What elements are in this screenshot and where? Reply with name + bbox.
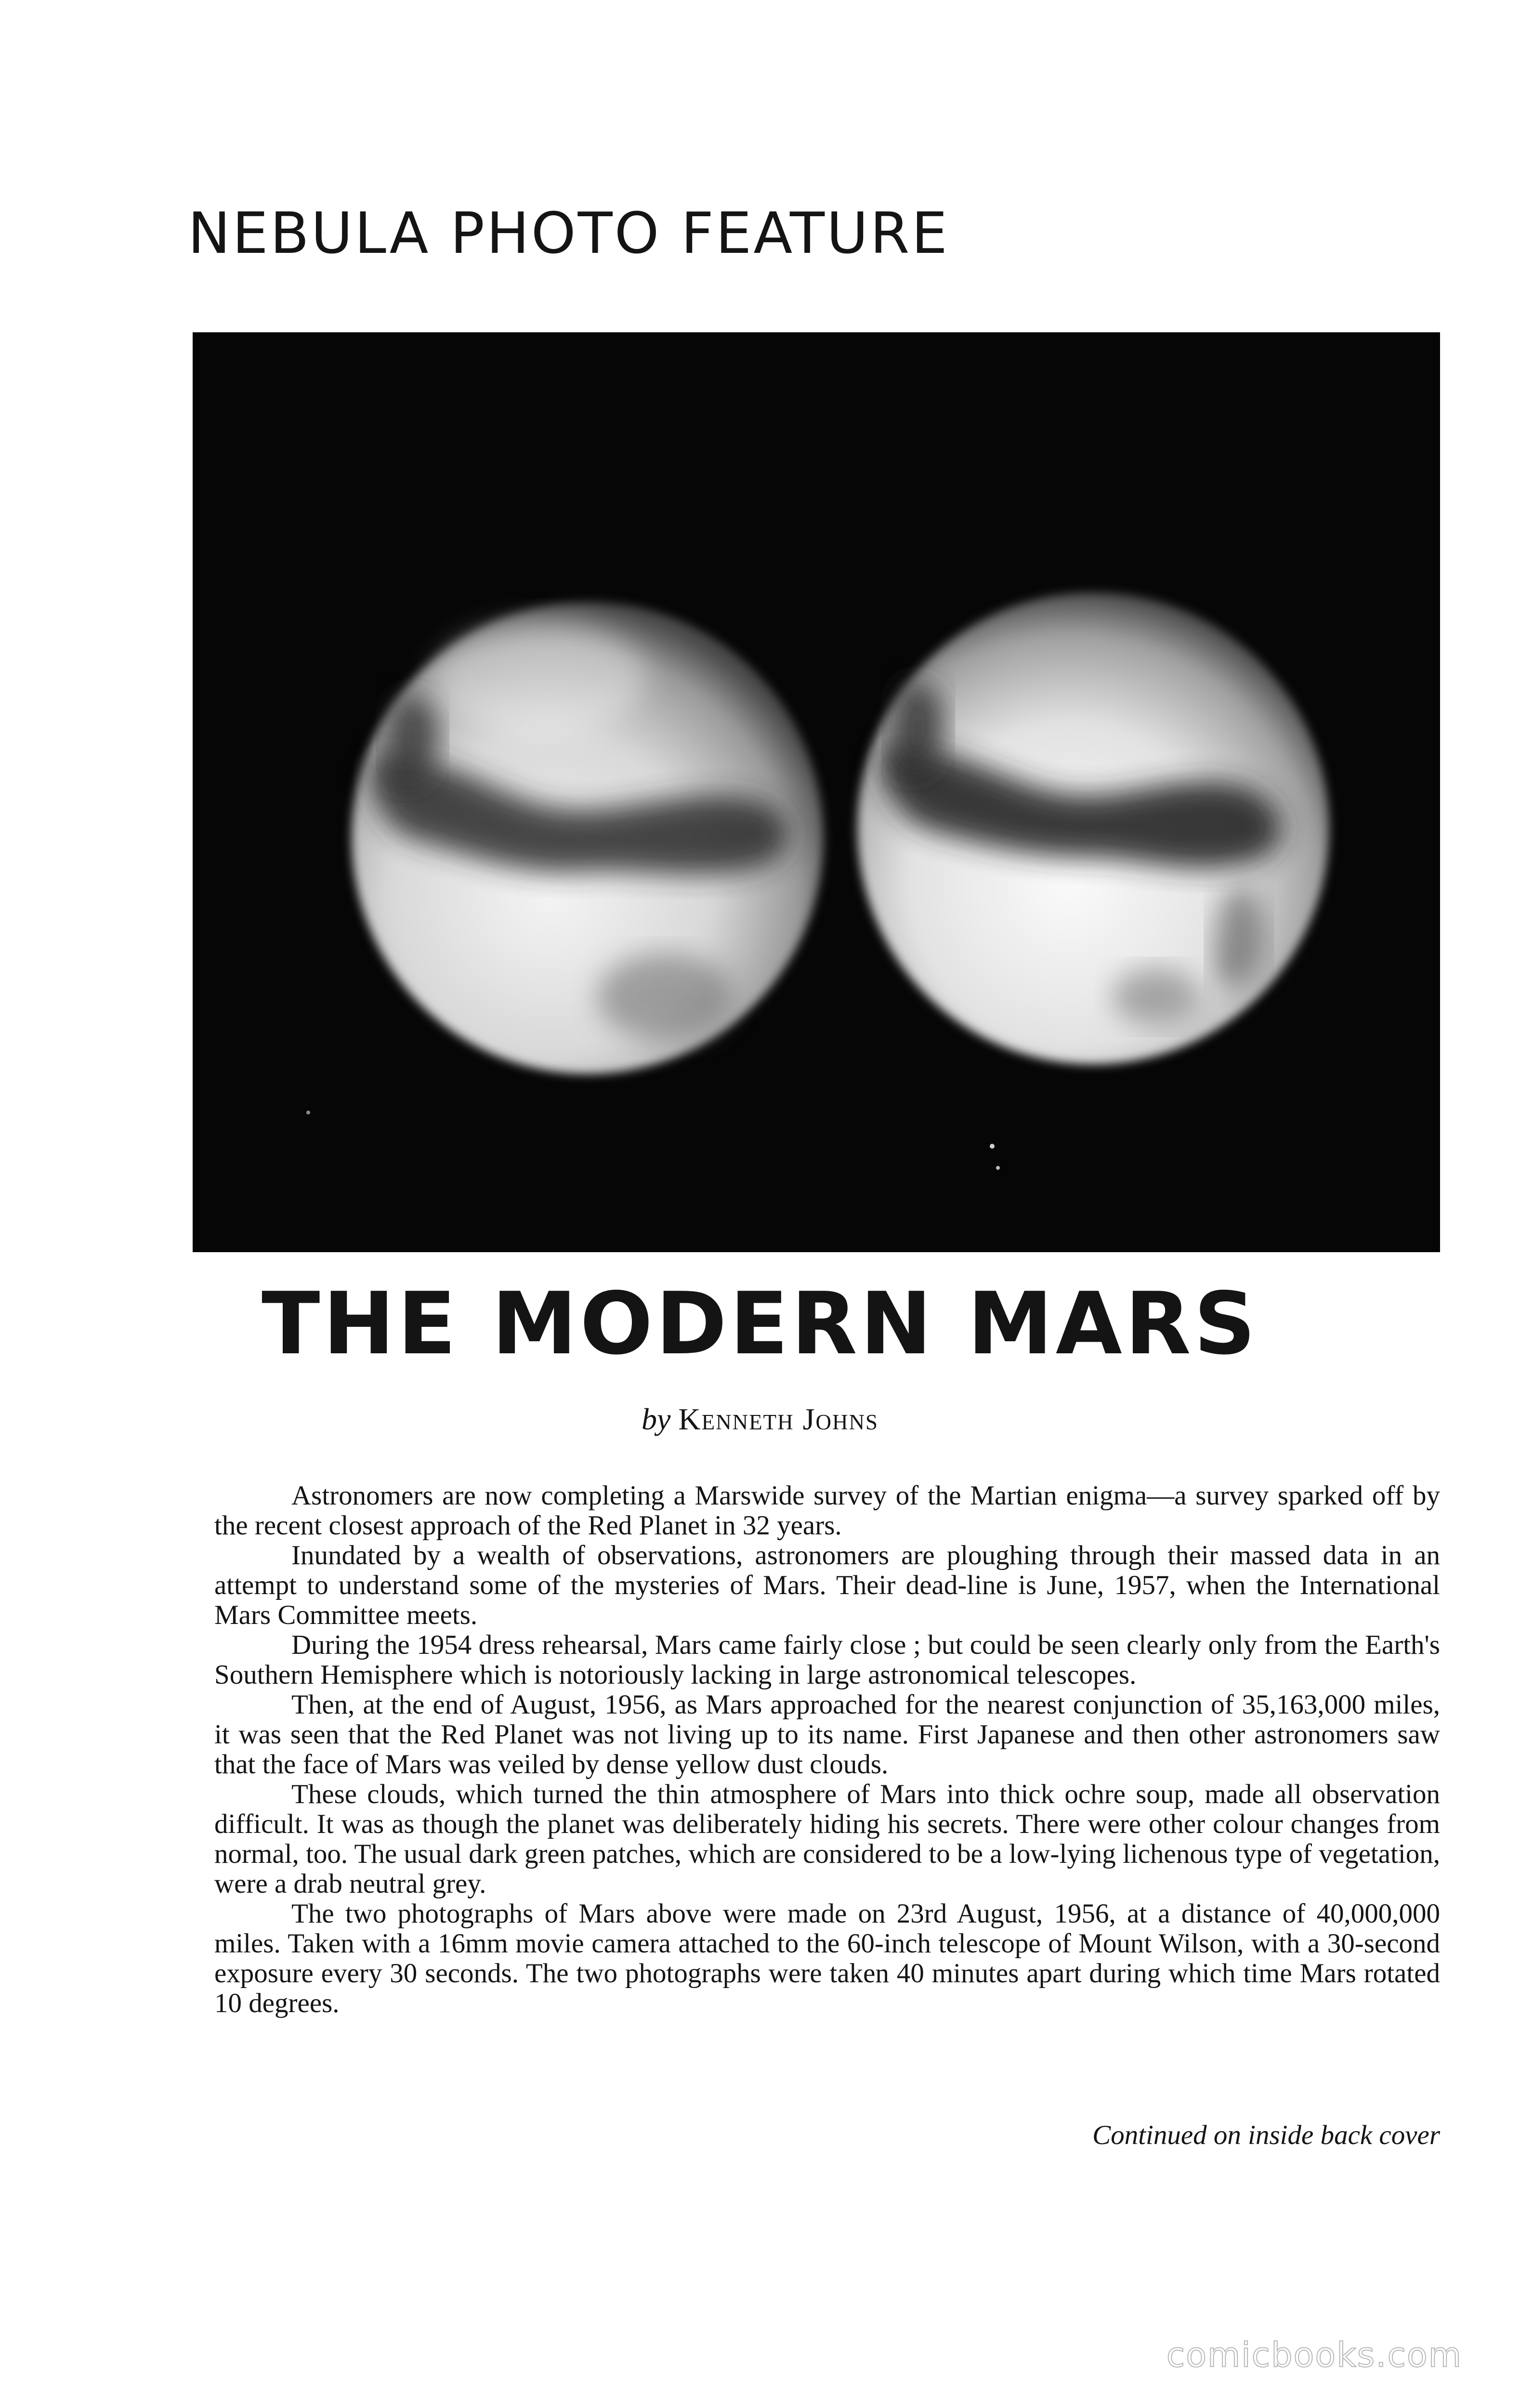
byline	[0, 1404, 1520, 1435]
mars-photograph-image	[193, 332, 1440, 1252]
article-title: THE MODERN MARS	[262, 1274, 1258, 1374]
watermark: comicbooks.com	[1166, 2335, 1462, 2375]
continued-note: Continued on inside back cover	[1092, 2120, 1440, 2150]
article-body	[214, 1481, 1440, 2018]
paragraph: These clouds, which turned the thin atmosphere of Mars into thick ochre soup, made all observation difficult. It was as though the planet was deliberately hiding his secrets. There were other colour changes from normal, too. The usual dark green patches, which are considered to be a low-lying lichenous type of vegetation, were a drab neutral grey.	[214, 1779, 1440, 1899]
feature-header: NEBULA PHOTO FEATURE	[188, 200, 950, 266]
paragraph: Inundated by a wealth of observations, astronomers are ploughing through their massed data in an attempt to understand some of the mysteries of Mars. Their dead-line is June, 1957, when the International Mars Committee meets.	[214, 1540, 1440, 1630]
paragraph: Then, at the end of August, 1956, as Mars approached for the nearest conjunction of 35,163,000 miles, it was seen that the Red Planet was not living up to its name. First Japanese and then other astronomers saw that the face of Mars was veiled by dense yellow dust clouds.	[214, 1689, 1440, 1780]
author-name: Kenneth Johns	[678, 1402, 878, 1436]
mars-photograph	[193, 332, 1440, 1252]
paragraph: Astronomers are now completing a Marswide survey of the Martian enigma—a survey sparked off by the recent closest approach of the Red Planet in 32 years.	[214, 1480, 1440, 1541]
mars-right	[857, 592, 1329, 1064]
paragraph: During the 1954 dress rehearsal, Mars came fairly close ; but could be seen clearly only from the Earth's Southern Hemisphere which is notoriously lacking in large astronomical telescopes.	[214, 1630, 1440, 1690]
byline-prefix: by	[641, 1402, 671, 1436]
paragraph: The two photographs of Mars above were made on 23rd August, 1956, at a distance of 40,000,000 miles. Taken with a 16mm movie camera attached to the 60-inch telescope of Mount Wilson, with a 30-second exposure every 30 seconds. The two photographs were taken 40 minutes apart during which time Mars rotated 10 degrees.	[214, 1898, 1440, 2018]
mars-left	[352, 602, 824, 1074]
